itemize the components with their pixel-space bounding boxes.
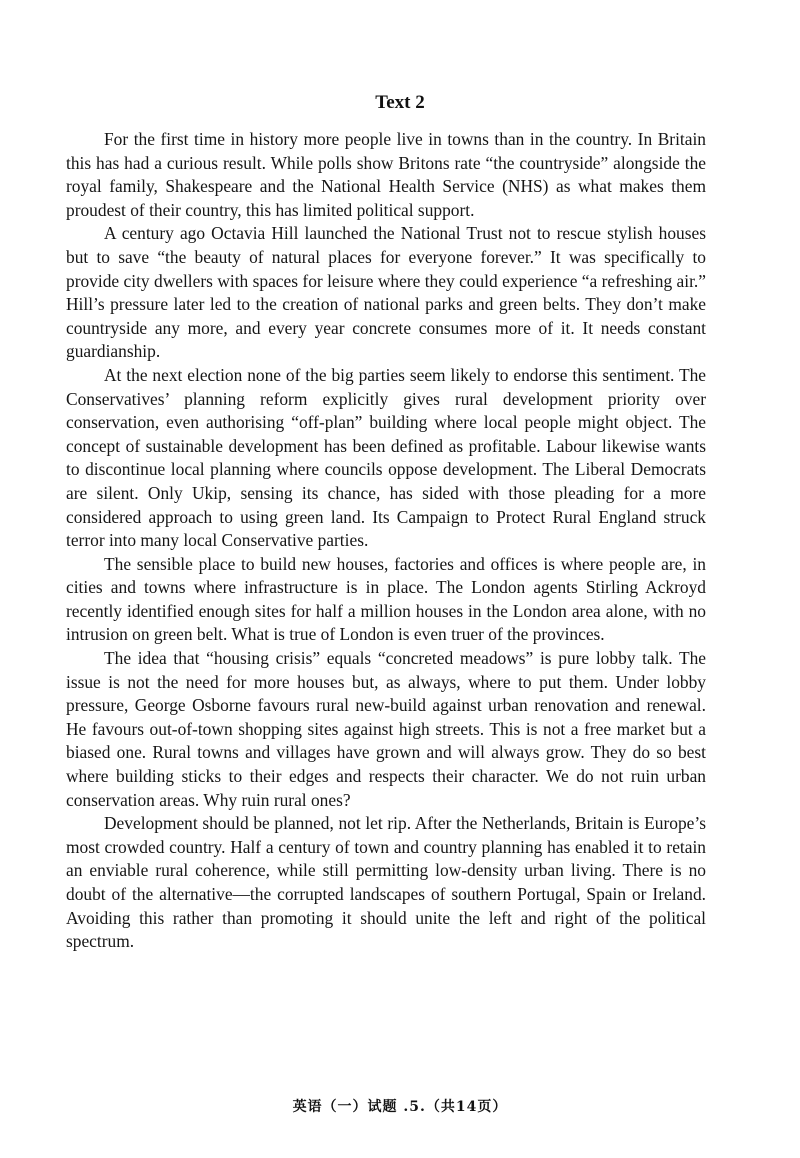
passage-body: [66, 128, 706, 954]
paragraph-6: Development should be planned, not let rip. After the Netherlands, Britain is Europe’s most crowded country. Half a century of town and country planning has enabled it to retain an enviable rural coherence, while still permitting low-density urban living. There is no doubt of the alternative—the corrupted landscapes of southern Portugal, Spain or Ireland. Avoiding this rather than promoting it should unite the left and right of the political spectrum.: [66, 813, 706, 952]
page-footer: 英语（一）试题 .5.（共14页）: [292, 1099, 508, 1115]
paragraph-4: The sensible place to build new houses, factories and offices is where people are, in cities and towns where infrastructure is in place. The London agents Stirling Ackroyd recently identified enough sites for half a million houses in the London area alone, with no intrusion on green belt. What is true of London is even truer of the provinces.: [66, 553, 706, 645]
paragraph-1: For the first time in history more people live in towns than in the country. In Britain this has had a curious result. While polls show Britons rate “the countryside” alongside the royal family, Shakespeare and the National Health Service (NHS) as what makes them proudest of their country, this has limited political support.: [66, 129, 706, 220]
paragraph-5: The idea that “housing crisis” equals “concreted meadows” is pure lobby talk. The issue is not the need for more houses but, as always, where to put them. Under lobby pressure, George Osborne favours rural new-build against urban renovation and renewal. He favours out-of-town shopping sites against high streets. This is not a free market but a biased one. Rural towns and villages have grown and will always grow. They do so best where building sticks to their edges and respects their character. We do not ruin urban conservation areas. Why ruin rural ones?: [66, 648, 706, 810]
passage-title: Text 2: [375, 92, 425, 113]
paragraph-2: A century ago Octavia Hill launched the National Trust not to rescue stylish houses but to save “the beauty of natural places for everyone forever.” It was specifically to provide city dwellers with spaces for leisure where they could experience “a refreshing air.” Hill’s pressure later led to the creation of national parks and green belts. They don’t make countryside any more, and every year concrete consumes more of it. It needs constant guardianship.: [66, 223, 706, 362]
paragraph-3: At the next election none of the big parties seem likely to endorse this sentiment. The Conservatives’ planning reform explicitly gives rural development priority over conservation, even authorising “off-plan” building where local people might object. The concept of sustainable development has been defined as profitable. Labour likewise wants to discontinue local planning where councils oppose development. The Liberal Democrats are silent. Only Ukip, sensing its chance, has sided with those pleading for a more considered approach to using green land. Its Campaign to Protect Rural England struck terror into many local Conservative parties.: [66, 364, 706, 551]
